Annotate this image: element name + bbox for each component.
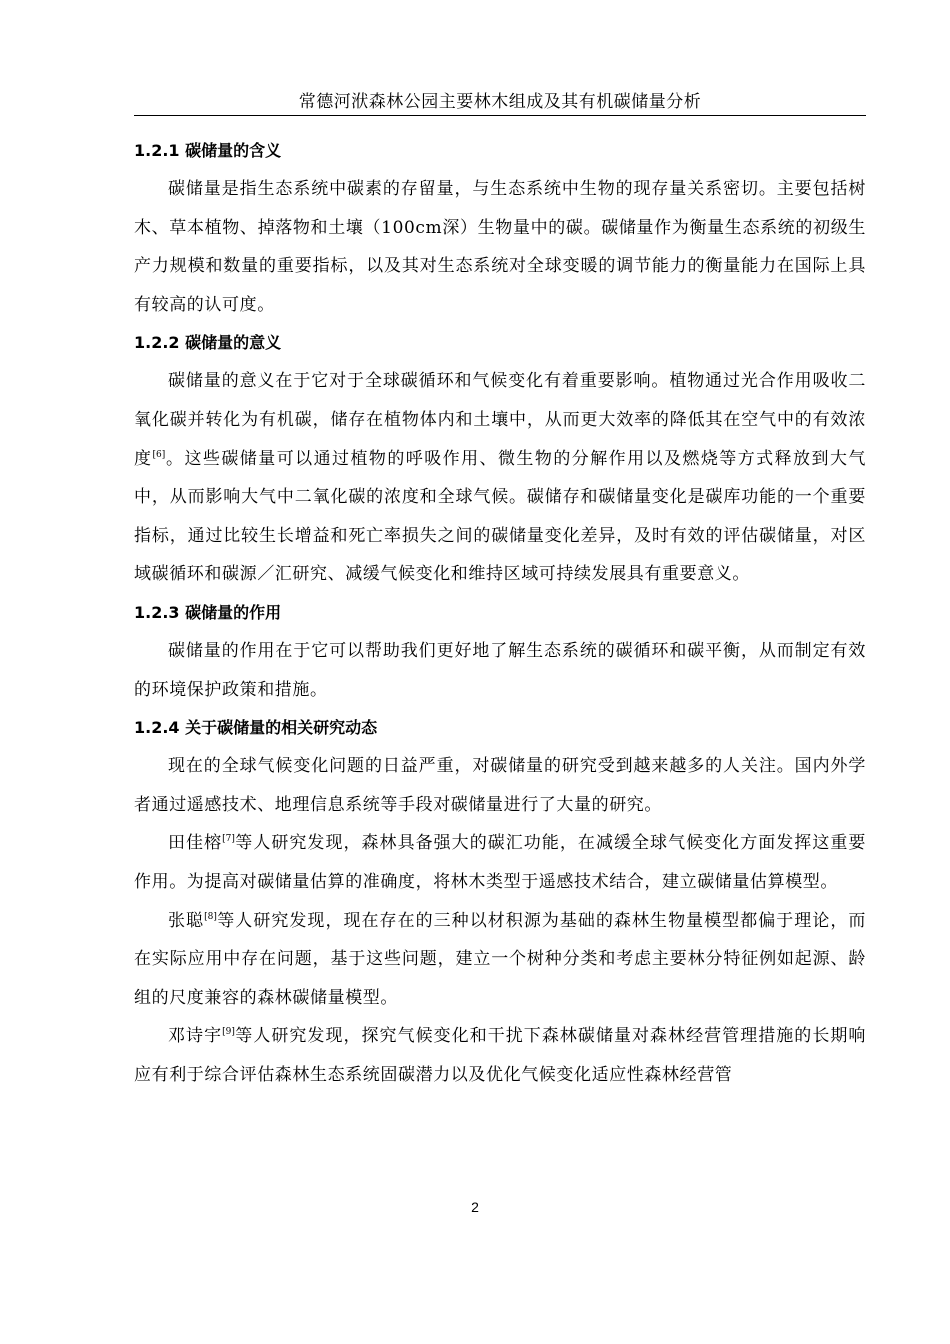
paragraph [134,824,866,901]
paragraph-text: 田佳榕 [168,833,223,854]
paragraph [134,1017,866,1094]
section-heading: 1.2.4 关于碳储量的相关研究动态 [134,718,378,738]
paragraph-text: 碳储量的意义在于它对于全球碳循环和气候变化有着重要影响。植物通过光合作用吸收二氧化碳并转化为有机碳，储存在植物体内和土壤中，从而更大效率的降低其在空气中的有效浓度 [134,371,866,469]
paragraph-text: 。这些碳储量可以通过植物的呼吸作用、微生物的分解作用以及燃烧等方式释放到大气中，从而影响大气中二氧化碳的浓度和全球气候。碳储存和碳储量变化是碳库功能的一个重要指标，通过比较生长增益和死亡率损失之间的碳储量变化差异，及时有效的评估碳储量，对区域碳循环和碳源／汇研究、减缓气候变化和维持区域可持续发展具有重要意义。 [134,448,866,585]
section-heading: 1.2.3 碳储量的作用 [134,602,282,622]
paragraph: 碳储量的作用在于它可以帮助我们更好地了解生态系统的碳循环和碳平衡，从而制定有效的环境保护政策和措施。 [134,640,866,700]
paragraph-text: 等人研究发现，森林具备强大的碳汇功能，在减缓全球气候变化方面发挥这重要作用。为提高对碳储量估算的准确度，将林木类型于遥感技术结合，建立碳储量估算模型。 [134,833,866,892]
paragraph [134,902,866,1018]
page-number: 2 [471,1199,479,1215]
citation-ref: [9] [222,1027,235,1038]
document-body [134,132,866,1094]
section-heading: 1.2.1 碳储量的含义 [134,141,282,160]
paragraph-text: 等人研究发现，探究气候变化和干扰下森林碳储量对森林经营管理措施的长期响应有利于综合评估森林生态系统固碳潜力以及优化气候变化适应性森林经营管 [134,1026,866,1085]
header-divider [134,115,866,116]
paragraph: 碳储量是指生态系统中碳素的存留量，与生态系统中生物的现存量关系密切。主要包括树木、草本植物、掉落物和土壤（100cm深）生物量中的碳。碳储量作为衡量生态系统的初级生产力规模和数量的重要指标，以及其对生态系统对全球变暖的调节能力的衡量能力在国际上具有较高的认可度。 [134,179,866,315]
paragraph-text: 邓诗宇 [168,1026,223,1047]
paragraph-text: 张聪 [168,910,205,931]
citation-ref: [7] [222,834,235,845]
citation-ref: [8] [204,911,217,922]
paragraph [134,362,866,594]
section-heading: 1.2.2 碳储量的意义 [134,333,282,353]
running-header: 常德河洑森林公园主要林木组成及其有机碳储量分析 [298,92,702,112]
citation-ref: [6] [152,449,166,460]
paragraph-text: 等人研究发现，现在存在的三种以材积源为基础的森林生物量模型都偏于理论，而在实际应用中存在问题，基于这些问题，建立一个树种分类和考虑主要林分特征例如起源、龄组的尺度兼容的森林碳储量模型。 [134,910,866,1008]
paragraph: 现在的全球气候变化问题的日益严重，对碳储量的研究受到越来越多的人关注。国内外学者通过遥感技术、地理信息系统等手段对碳储量进行了大量的研究。 [134,756,866,815]
